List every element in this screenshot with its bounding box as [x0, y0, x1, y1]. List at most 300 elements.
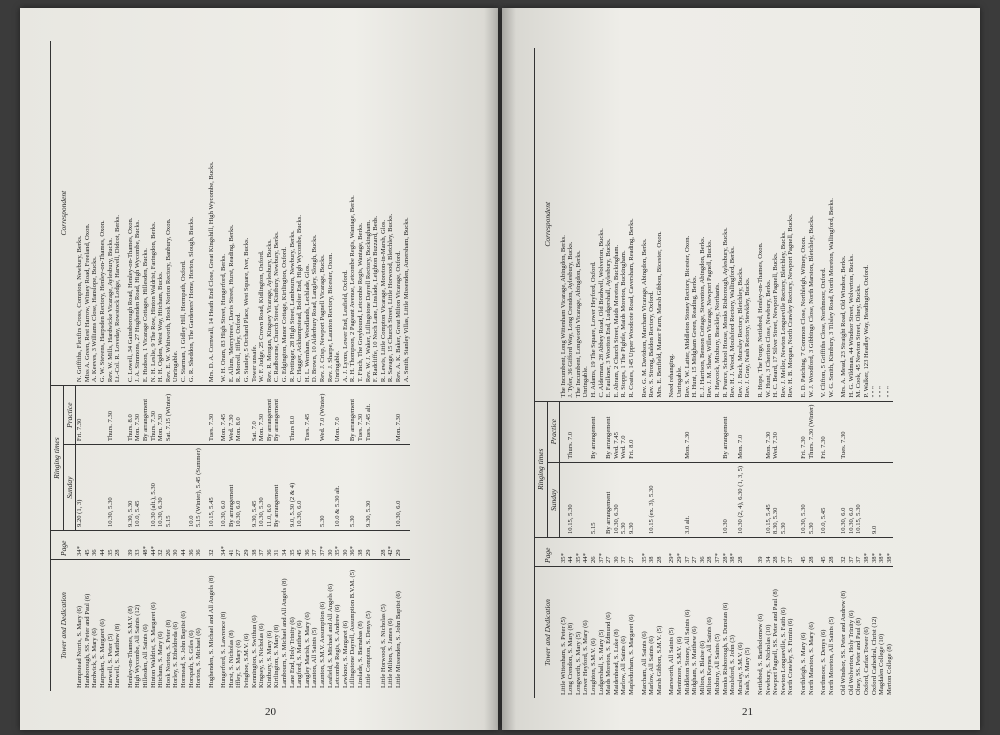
practice-cell: Tues. 7.30: [208, 386, 216, 445]
page-cell: 35*: [334, 531, 342, 560]
practice-cell: [780, 401, 788, 462]
tower-cell: Iffley, S. Mary (6): [235, 560, 243, 692]
sunday-cell: 10.0, 5.45: [820, 462, 828, 537]
tower-cell: Harwell, S. Peter (5): [107, 560, 115, 692]
table-row: [258, 41, 266, 691]
practice-cell: [342, 386, 350, 445]
right-page: [502, 8, 980, 730]
tower-cell: Horspath, S. Giles (6): [188, 560, 196, 692]
correspondent-cell: J. Tyler, 36 Gifford Way, Long Crendon, Aylesbury, Bucks.: [567, 241, 575, 398]
table-super-header: [535, 48, 548, 698]
table-row: [403, 41, 411, 691]
page-cell: 38*: [871, 538, 879, 567]
table-row: [737, 48, 745, 698]
correspondent-cell: W. F. Judge, 25 Crown Road, Kidlington, Oxford.: [258, 250, 266, 383]
tower-cell: Ludgershall, S. Mary (5): [598, 567, 606, 699]
correspondent-cell: G. Edgington, Manor Cottage, Kirtlington, Oxford.: [281, 247, 289, 383]
page-cell: 36: [266, 531, 274, 560]
table-row: [613, 48, 621, 698]
sunday-cell: 10.15, 5.45: [208, 445, 216, 531]
page-cell: 37: [780, 538, 788, 567]
correspondent-cell: C. Starman, 1 Gidley Hill, Hormpath, Oxford.: [179, 260, 187, 383]
correspondent-cell: Rev. W. J. Waker, Lillingstone Dayrell Rectory, Buckingham.: [364, 220, 372, 383]
practice-cell: [656, 401, 664, 462]
tower-cell: Newton Longueville, S. Faith (6): [780, 567, 788, 699]
table-body-left: [76, 41, 410, 691]
page-cell: 30: [327, 531, 335, 560]
practice-cell: By arrangement: [349, 386, 357, 445]
table-row: [840, 48, 848, 698]
practice-cell: [91, 386, 99, 445]
sunday-cell: [243, 445, 251, 531]
practice-cell: Fri. 7.30: [820, 401, 828, 462]
correspondent-cell: R. Stopps, 1 The Pightle, Maids Moreton, Buckingham.: [620, 250, 628, 398]
correspondent-cell: W. H. Oram, 83 High Street, Hungerford, Berks.: [220, 254, 228, 383]
correspondent-cell: V. Clifton, 5 Griffiths Close, Northmoor, Oxford.: [820, 267, 828, 398]
tower-cell: Maidenhead, S. Luke (8): [613, 567, 621, 699]
correspondent-cell: P. Walker, 123 Headley Way, Headington, Oxford.: [863, 264, 871, 398]
correspondent-cell: R. Savage, 15 Church Street, Little Horwood, Bletchley, Bucks.: [387, 213, 395, 383]
practice-cell: [327, 386, 335, 445]
table-row: [808, 48, 816, 698]
correspondent-cell: E. Allum, 'Merrytrees', Davis Street, Hurst, Reading, Berks.: [227, 224, 235, 383]
page-cell: [403, 531, 411, 560]
table-row: [319, 41, 327, 691]
page-cell: 28: [737, 538, 745, 567]
tower-cell: Northleigh, S. Mary (6): [800, 567, 808, 699]
page-cell: 38: [357, 531, 365, 560]
sunday-cell: 5.30: [349, 445, 357, 531]
sunday-cell: 10.30 (2, 4), 6.30 (1, 3, 5): [737, 462, 745, 537]
page-cell: 37: [787, 538, 795, 567]
page-cell: 37: [620, 538, 628, 567]
sunday-cell: 10.15, 5.30: [567, 462, 575, 537]
table-row: [598, 48, 606, 698]
table-row: [780, 48, 788, 698]
practice-cell: [699, 401, 707, 462]
tower-cell: Hungerford, S. Lawrence (8): [220, 560, 228, 692]
ringing-table-left: [50, 41, 410, 691]
tower-cell: Longworth, S. Mary (5): [575, 567, 583, 699]
tower-cell: Long Crendon, S. Mary (8): [567, 567, 575, 699]
tower-cell: Kirtlington, S. Mary (8): [273, 560, 281, 692]
sunday-cell: 5.15: [165, 445, 173, 531]
practice-cell: Tues. 7.30: [357, 386, 365, 445]
tower-cell: Marlow, All Saints (6): [648, 567, 656, 699]
correspondent-cell: Rev. J. M. Shaw, Willen Vicarage, Newport Pagnell, Bucks.: [706, 239, 714, 398]
tower-cell: Midgham, S. Matthew (6): [691, 567, 699, 699]
table-row: [372, 41, 380, 691]
correspondent-cell: D. Brown, 10 Alderbury Road, Langley, Slough, Bucks.: [311, 234, 319, 383]
page-cell: 28: [380, 531, 388, 560]
practice-cell: Wed. 7.0: [620, 401, 628, 462]
page-cell: 39: [757, 538, 765, 567]
table-row: [235, 41, 243, 691]
practice-cell: Wed. 7.30: [772, 401, 780, 462]
page-cell: 37*: [598, 538, 606, 567]
sunday-cell: [342, 445, 350, 531]
page-cell: 37: [311, 531, 319, 560]
tower-cell: Mixbury, All Saints (5): [714, 567, 722, 699]
tower-cell: Marlow, All Saints (6): [620, 567, 628, 699]
tower-cell: Little Milton, S. James (6): [387, 560, 395, 692]
practice-cell: Mon. 8.0: [235, 386, 243, 445]
tower-cell: Olney, SS. Peter and Paul (8): [855, 567, 863, 699]
correspondent-cell: " " ": [870, 386, 878, 398]
sunday-cell: [691, 462, 699, 537]
sunday-cell: [787, 462, 795, 537]
table-row: [757, 48, 765, 698]
practice-cell: By arrangement: [273, 386, 281, 445]
page-cell: 32: [208, 531, 216, 560]
practice-cell: Wed. 7.0 (Winter): [319, 386, 327, 445]
table-row: [334, 41, 342, 691]
practice-cell: Thurs. 7.0: [567, 401, 575, 462]
page-cell: 29: [365, 531, 373, 560]
table-row: [251, 41, 259, 691]
sunday-cell: 5.15: [590, 462, 598, 537]
correspondent-cell: Rev. W. Mills, Hardwicke Vicarage, Aylesbury, Bucks.: [106, 238, 114, 383]
tower-cell: Launton, S.M.V. Assumption (6): [319, 560, 327, 692]
header-sunday: Sunday: [63, 445, 76, 531]
ringing-table-right: [534, 48, 893, 698]
table-row: [296, 41, 304, 691]
table-row: [357, 41, 365, 691]
header-page: Page: [535, 538, 560, 567]
table-row: [180, 41, 188, 691]
correspondent-cell: E. J. Harrison, Benson Cottage, Steventon, Abingdon, Berks.: [698, 236, 706, 398]
page-cell: 45: [84, 531, 92, 560]
tower-cell: Magdalen College (10): [878, 567, 886, 699]
header-correspondent: Correspondent: [51, 41, 76, 386]
header-ringing-times: Ringing times: [535, 401, 548, 537]
table-row: [560, 48, 568, 698]
page-cell: 37: [258, 531, 266, 560]
table-row: [134, 41, 142, 691]
table-row: [567, 48, 575, 698]
tower-cell: Hughenden, S. Michael and All Angels (8): [208, 560, 216, 692]
sunday-cell: By arrangement: [273, 445, 281, 531]
sunday-cell: 10.30 (alt.), 5.30: [150, 445, 158, 531]
table-row: [848, 48, 856, 698]
correspondent-cell: E. Abram, 2 Church Street, Maids Moreton, Buckingham.: [612, 244, 620, 398]
sunday-cell: [281, 445, 289, 531]
tower-cell: Mentmore, S.M.V. (6): [676, 567, 684, 699]
page-cell: 36: [91, 531, 99, 560]
table-row: [365, 41, 373, 691]
table-row: [281, 41, 289, 691]
sunday-cell: 5.30: [620, 462, 628, 537]
correspondent-cell: W. G. Smith, Kimbury, 3 Tilsley Road, North Moreton, Wallingford, Berks.: [827, 198, 835, 398]
correspondent-cell: Unringable.: [172, 350, 180, 383]
practice-cell: By arrangement: [266, 386, 274, 445]
practice-cell: [195, 386, 203, 445]
tower-cell: Little Wittenham, S. Peter (5): [560, 567, 568, 699]
table-row: [150, 41, 158, 691]
sunday-cell: 9.30, 5.45: [251, 445, 259, 531]
correspondent-cell: R. H. Thompson, 2 Pageant Avenue, Letcombe Regis, Wantage, Berks.: [349, 195, 357, 383]
page-cell: 44*: [150, 531, 158, 560]
tower-cell: Merton College (8): [886, 567, 894, 699]
page-cell: 45: [820, 538, 828, 567]
correspondent-cell: Unringable.: [334, 350, 342, 383]
tower-cell: Lane End, Holy Trinity (6): [289, 560, 297, 692]
page-cell: 38: [251, 531, 259, 560]
practice-cell: [706, 401, 714, 462]
tower-cell: Hurst, S. Nicholas (8): [228, 560, 236, 692]
table-row: [91, 41, 99, 691]
practice-cell: [691, 401, 699, 462]
tower-cell: Hanborough, SS. Peter and Paul (6): [84, 560, 92, 692]
table-row: [729, 48, 737, 698]
sunday-cell: [311, 445, 319, 531]
page-cell: 37: [848, 538, 856, 567]
tower-cell: Linslade, S. Barnabas (8): [357, 560, 365, 692]
practice-cell: [99, 386, 107, 445]
tower-cell: Lower Heyford, S. Mary (6): [582, 567, 590, 699]
practice-cell: [744, 401, 752, 462]
page-cell: 38*: [729, 538, 737, 567]
sunday-cell: 10.15 (ex. 3), 5.30: [648, 462, 656, 537]
tower-cell: Letcombe Regis, S. Andrew (6): [334, 560, 342, 692]
tower-cell: Lewknor, S. Margaret (6): [342, 560, 350, 692]
practice-cell: [641, 401, 649, 462]
tower-cell: Lillingstone Dayrell, Assumption B.V.M. (5): [349, 560, 357, 692]
tower-cell: Hillesden, All Saints (6): [142, 560, 150, 692]
sunday-cell: 9.0, 5.30 (2 & 4): [289, 445, 297, 531]
page-cell: 36: [304, 531, 312, 560]
table-row: [590, 48, 598, 698]
page-cell: 26: [590, 538, 598, 567]
practice-cell: Fri. 7.30: [800, 401, 808, 462]
page-cell: 35: [107, 531, 115, 560]
sunday-cell: [387, 445, 395, 531]
correspondent-cell: H. Adams, 19 The Square, Lower Heyford, Oxford.: [590, 261, 598, 398]
page-cell: 35: [289, 531, 297, 560]
sunday-cell: 10.30, 6.0: [840, 462, 848, 537]
sunday-cell: [172, 445, 180, 531]
tower-cell: [403, 560, 411, 692]
sunday-cell: 5.15 (Winter), 5.45 (Summer): [195, 445, 203, 531]
table-row: [787, 48, 795, 698]
tower-cell: [372, 560, 380, 692]
sunday-cell: [598, 462, 606, 537]
table-row: [871, 48, 879, 698]
tower-cell: Harwell, S. Matthew (8): [114, 560, 122, 692]
table-row: [349, 41, 357, 691]
tower-cell: Kennington, S. Swithun (6): [251, 560, 259, 692]
page-cell: 38*: [863, 538, 871, 567]
table-row: [208, 41, 216, 691]
correspondent-cell: Rev. S. W. Latter, Middleton Stoney Rectory, Bicester, Oxon.: [683, 235, 691, 398]
tower-cell: Henley-on-Thames, S.M.V. (8): [127, 560, 135, 692]
practice-cell: By arrangement: [605, 401, 613, 462]
sunday-cell: [656, 462, 664, 537]
sunday-cell: 9.30: [628, 462, 636, 537]
sunday-cell: 10.15, 5.30: [855, 462, 863, 537]
page-cell: 36*: [349, 531, 357, 560]
practice-cell: [188, 386, 196, 445]
correspondent-cell: [195, 41, 203, 386]
tower-cell: Ivinghoe, S.M.V. (6): [243, 560, 251, 692]
page-cell: 38: [648, 538, 656, 567]
page-cell: 28: [772, 538, 780, 567]
header-sunday: Sunday: [547, 462, 560, 537]
header-tower: Tower and Dedication: [535, 567, 560, 699]
correspondent-cell: J. A. Simmons, 27 Hughenden Road, High Wycombe, Bucks.: [134, 220, 142, 383]
page-cell: 26: [165, 531, 173, 560]
correspondent-cell: T. Finch, The Greyhound, Letcombe Regis, Wantage, Berks.: [356, 222, 364, 383]
practice-cell: [114, 386, 122, 445]
sunday-cell: 10.30: [722, 462, 730, 537]
correspondent-cell: R. Haycock, Mixbury, Brackley, Northants.: [713, 282, 721, 398]
tower-cell: Old Windsor, SS. Peter and Andrew (8): [840, 567, 848, 699]
page-cell: 34*: [220, 531, 228, 560]
practice-cell: Mon. 7.30: [134, 386, 142, 445]
header-correspondence: Correspondent: [535, 48, 560, 401]
tower-cell: Kingsey, S. Nicholas (6): [258, 560, 266, 692]
correspondent-cell: R. Morrell, Iffley, Oxford.: [235, 312, 243, 383]
sunday-cell: 9.0: [871, 462, 879, 537]
page-cell: 45: [800, 538, 808, 567]
page-cell: 28: [656, 538, 664, 567]
sunday-cell: [357, 445, 365, 531]
correspondent-cell: Rev. S. Strong, Baldon Rectory, Oxford.: [648, 291, 656, 398]
sunday-cell: [886, 462, 894, 537]
sunday-cell: 5.30: [780, 462, 788, 537]
correspondent-cell: C. Radbourne, Church Street, Kintbury, Newbury, Berks.: [273, 231, 281, 383]
tower-cell: North Marston, S. Mary (6): [808, 567, 816, 699]
table-row: [582, 48, 590, 698]
table-row: [157, 41, 165, 691]
practice-cell: Mon. 7.30: [684, 401, 692, 462]
page-cell: 35*: [575, 538, 583, 567]
practice-cell: Tues. 7.45 alt.: [365, 386, 373, 445]
sunday-cell: [699, 462, 707, 537]
sunday-cell: 9.30, 5.30: [365, 445, 373, 531]
correspondent-cell: " " ": [878, 386, 886, 398]
sunday-cell: 10.30, 5.30: [800, 462, 808, 537]
table-row: [188, 41, 196, 691]
table-row: [395, 41, 403, 691]
page-cell: 30: [172, 531, 180, 560]
correspondent-cell: G. Stanley, 5 Orchard Place, West Square, Iver, Bucks.: [243, 237, 251, 383]
sunday-cell: 10.30, 6.30: [613, 462, 621, 537]
table-row: [800, 48, 808, 698]
page-cell: 44: [567, 538, 575, 567]
correspondent-cell: Rev. J. Sharpe, Launton Rectory, Bicester, Oxon.: [326, 252, 334, 383]
practice-cell: Thurs 8.0: [289, 386, 297, 445]
page-cell: 41: [228, 531, 236, 560]
table-row: [828, 48, 836, 698]
tower-cell: Hampstead Norris, S. Mary (6): [76, 560, 84, 692]
tower-cell: Oxford Cathedral, Christ (12): [871, 567, 879, 699]
table-row: [289, 41, 297, 691]
practice-cell: [886, 401, 894, 462]
header-page: Page: [51, 531, 76, 560]
table-row: [172, 41, 180, 691]
correspondent-cell: Rev. G. M. Davidson, Marcham Vicarage, Abingdon, Berks.: [640, 238, 648, 398]
tower-cell: Launton, All Saints (5): [311, 560, 319, 692]
correspondent-cell: A. Keeves, 3 Williams Close, Hanslope, Bucks.: [91, 256, 99, 383]
page-cell: 32: [840, 538, 848, 567]
gutter-shadow: [502, 8, 516, 730]
correspondent-cell: Rev. H. B. Morgan, North Crawley Rectory, Newport Pagnell, Bucks.: [787, 213, 795, 398]
sunday-cell: 10.30, 6.0: [395, 445, 403, 531]
table-row: [127, 41, 135, 691]
table-row: [648, 48, 656, 698]
tower-cell: Little Missenden, S. John Baptist (6): [395, 560, 403, 692]
sunday-cell: [403, 445, 411, 531]
tower-cell: Moulsford, S. John (3): [729, 567, 737, 699]
practice-cell: Mon. 7.0: [737, 401, 745, 462]
rotated-table-wrapper: [50, 41, 490, 691]
tower-cell: Langley Marish, S. Mary (6): [304, 560, 312, 692]
correspondent-cell: The Incumbent, Long Wittenham Vicarage, Abingdon, Berks.: [559, 235, 567, 398]
correspondent-cell: C. Hagger, Ackhampstead, Bolter End, High Wycombe, Bucks.: [296, 215, 304, 383]
sunday-cell: [114, 445, 122, 531]
tower-cell: Loughton, S.M.V. (6): [590, 567, 598, 699]
page-cell: 37*: [319, 531, 327, 560]
table-row: [99, 41, 107, 691]
practice-cell: [296, 386, 304, 445]
table-row: [699, 48, 707, 698]
table-row: [228, 41, 236, 691]
correspondent-cell: Rev. J. Buck, Mursley Rectory, Bletchley, Bucks.: [736, 267, 744, 398]
sunday-cell: 9.30, 5.30: [127, 445, 135, 531]
sunday-cell: 5.30: [808, 462, 816, 537]
correspondent-cell: Unringable.: [582, 366, 590, 398]
practice-cell: [871, 401, 879, 462]
table-row: [620, 48, 628, 698]
tower-cell: Hormead, S. John Baptist (6): [180, 560, 188, 692]
page-cell: 29: [395, 531, 403, 560]
practice-cell: [848, 401, 856, 462]
correspondent-cell: C. Lowell, 34 Gainsborough Road, Henley-on-Thames, Oxon.: [126, 217, 134, 383]
correspondent-cell: The Incumbent, Longworth Vicarage, Abingdon, Berks.: [574, 250, 582, 398]
page-cell: 27: [628, 538, 636, 567]
practice-cell: By arrangement: [722, 401, 730, 462]
practice-cell: [648, 401, 656, 462]
page-cell: 29*: [668, 538, 676, 567]
sunday-cell: By arrangement: [605, 462, 613, 537]
correspondent-cell: E. Hudson, 1 Vicarage Cottages, Hillesden, Bucks.: [141, 248, 149, 383]
header-ringing-times: Ringing times: [51, 386, 64, 531]
page-number-left: 20: [265, 706, 276, 718]
tower-cell: Monks Risborough, S. Dunstan (6): [722, 567, 730, 699]
table-row: [387, 41, 395, 691]
tower-cell: Oxford, Carfax Tower (6): [863, 567, 871, 699]
table-body-right: [560, 48, 894, 698]
table-row: [772, 48, 780, 698]
sunday-cell: [575, 462, 583, 537]
table-row: [765, 48, 773, 698]
correspondent-cell: H. L. Wernham, Woodlands, Lechlade, Glos.: [303, 263, 311, 383]
table-row: [220, 41, 228, 691]
practice-cell: [878, 401, 886, 462]
table-row: [380, 41, 388, 691]
page-cell: 33: [134, 531, 142, 560]
tower-cell: Lambourn, S. Michael and All Angels (8): [281, 560, 289, 692]
page-cell: 28: [808, 538, 816, 567]
left-page: [20, 8, 498, 730]
sunday-cell: [828, 462, 836, 537]
tower-cell: Hook Norton, S. Peter (8): [165, 560, 173, 692]
correspondent-cell: Unringable.: [676, 366, 683, 398]
correspondent-cell: E. D. Patching, 7 Common Close, Northleigh, Witney, Oxon.: [799, 236, 807, 398]
correspondent-cell: R. Pearce, School House, Monks Risborough, Aylesbury, Bucks.: [721, 227, 729, 398]
table-row: [165, 41, 173, 691]
